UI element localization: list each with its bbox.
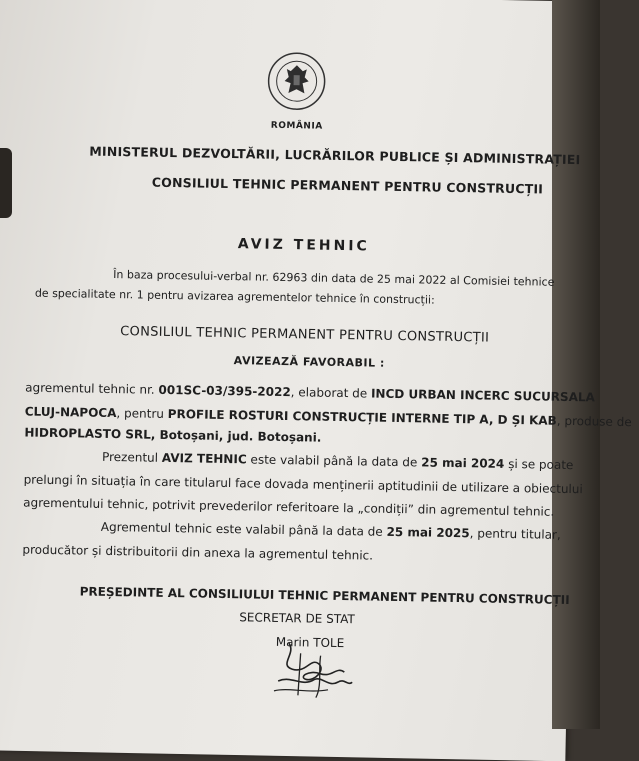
body-line-7 [101,520,561,542]
product-name: PROFILE ROSTURI CONSTRUCȚIE INTERNE TIP A, D ȘI KAB [167,406,557,428]
document-title: AVIZ TEHNIC [237,236,370,255]
agrement-number: 001SC-03/395-2022 [158,382,291,400]
text: și se poate [504,456,574,473]
text: , pentru titular, [469,526,561,542]
text: Prezentul [101,449,162,465]
body-line-1 [25,381,595,405]
president-title: PREȘEDINTE AL CONSILIULUI TEHNIC PERMANENT PENTRU CONSTRUCȚII [79,584,570,608]
body-line-5: prelungi în situația în care titularul face dovada menținerii aptitudinii de utilizare a obiectului [23,472,583,497]
ministry-name: MINISTERUL DEZVOLTĂRII, LUCRĂRILOR PUBLICE ȘI ADMINISTRAȚIEI [89,143,581,168]
background-edge [552,0,600,729]
aviz-expiry-date: 25 mai 2024 [421,455,505,471]
body-line-3 [24,425,321,444]
country-name: ROMÂNIA [270,120,323,132]
body-line-2 [25,404,632,429]
signatory-name: Marin TOLE [275,634,345,651]
council-heading: CONSILIUL TEHNIC PERMANENT PENTRU CONSTRUCȚII [120,324,490,346]
government-seal-icon [266,51,327,112]
text: , pentru [116,406,168,421]
body-line-8: producător și distribuitorii din anexa la agrementul tehnic. [22,542,374,563]
agrement-expiry-date: 25 mai 2025 [386,524,470,541]
signature-icon [248,634,369,706]
text: , elaborat de [290,385,372,401]
intro-line-1: În baza procesului-verbal nr. 62963 din data de 25 mai 2022 al Comisiei tehnice [113,268,555,289]
council-name: CONSILIUL TEHNIC PERMANENT PENTRU CONSTRUCȚII [151,174,544,197]
text: , produse de [556,413,632,430]
decision-heading: AVIZEAZĂ FAVORABIL : [233,354,385,370]
producer-name: HIDROPLASTO SRL, Botoșani, jud. Botoșani. [24,425,322,445]
issuer-city: CLUJ-NAPOCA [24,404,117,421]
text: agrementul tehnic nr. [25,380,159,397]
issuer-name: INCD URBAN INCERC SUCURSALA [370,386,595,405]
text: este valabil până la data de [246,452,422,470]
body-line-4 [102,450,574,472]
aviz-term: AVIZ TEHNIC [161,450,247,467]
text: Agrementul tehnic este valabil până la data de [100,519,387,539]
intro-line-2: de specialitate nr. 1 pentru avizarea agrementelor tehnice în construcții: [34,286,435,307]
secretary-title: SECRETAR DE STAT [239,610,355,627]
body-line-6: agrementului tehnic, potrivit prevederilor referitoare la „condiții” din agrementul tehnic. [23,495,555,519]
